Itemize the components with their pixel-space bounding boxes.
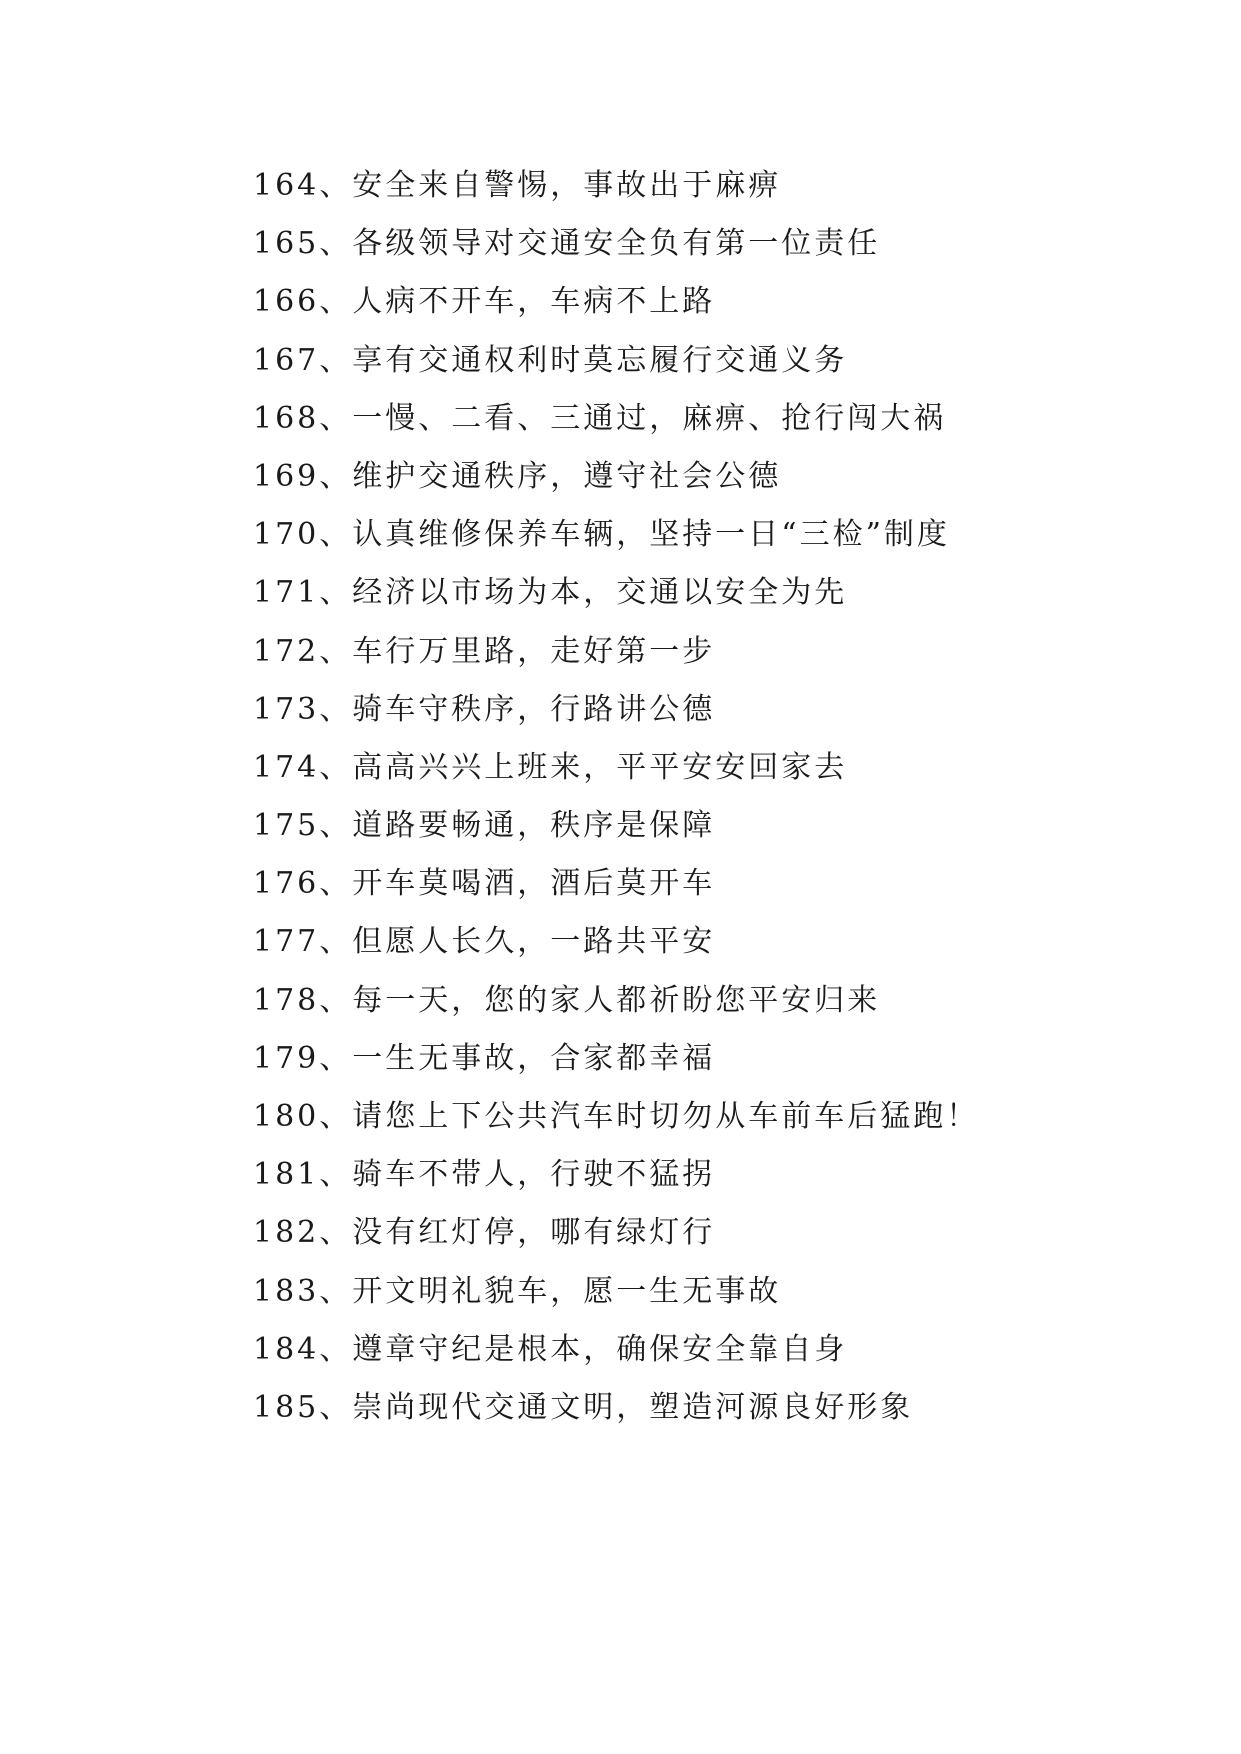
slogan-list [253,157,979,1437]
list-item: 176、开车莫喝酒，酒后莫开车 [253,866,716,902]
list-item: 173、骑车守秩序，行路讲公德 [253,691,716,727]
list-item: 169、维护交通秩序，遵守社会公德 [253,458,782,494]
list-item: 181、骑车不带人，行驶不猛拐 [253,1157,716,1193]
list-item: 185、崇尚现代交通文明，塑造河源良好形象 [253,1389,914,1425]
list-item: 178、每一天，您的家人都祈盼您平安归来 [253,982,881,1018]
list-item: 183、开文明礼貌车，愿一生无事故 [253,1273,782,1309]
list-item: 179、一生无事故，合家都幸福 [253,1040,716,1076]
list-item: 180、请您上下公共汽车时切勿从车前车后猛跑！ [253,1099,980,1134]
list-item: 174、高高兴兴上班来，平平安安回家去 [253,749,848,785]
list-item: 166、人病不开车，车病不上路 [253,284,716,320]
list-item: 175、道路要畅通，秩序是保障 [253,808,716,844]
list-item: 171、经济以市场为本，交通以安全为先 [253,575,848,611]
list-item: 167、享有交通权利时莫忘履行交通义务 [253,342,848,378]
list-item: 165、各级领导对交通安全负有第一位责任 [253,226,881,262]
list-item: 164、安全来自警惕，事故出于麻痹 [253,168,782,203]
list-item: 184、遵章守纪是根本，确保安全靠自身 [253,1331,848,1367]
list-item: 168、一慢、二看、三通过，麻痹、抢行闯大祸 [253,400,947,436]
list-item: 177、但愿人长久，一路共平安 [253,924,716,960]
list-item: 170、认真维修保养车辆，坚持一日“三检”制度 [253,517,950,553]
list-item: 182、没有红灯停，哪有绿灯行 [253,1215,716,1251]
list-item: 172、车行万里路，走好第一步 [253,633,716,669]
